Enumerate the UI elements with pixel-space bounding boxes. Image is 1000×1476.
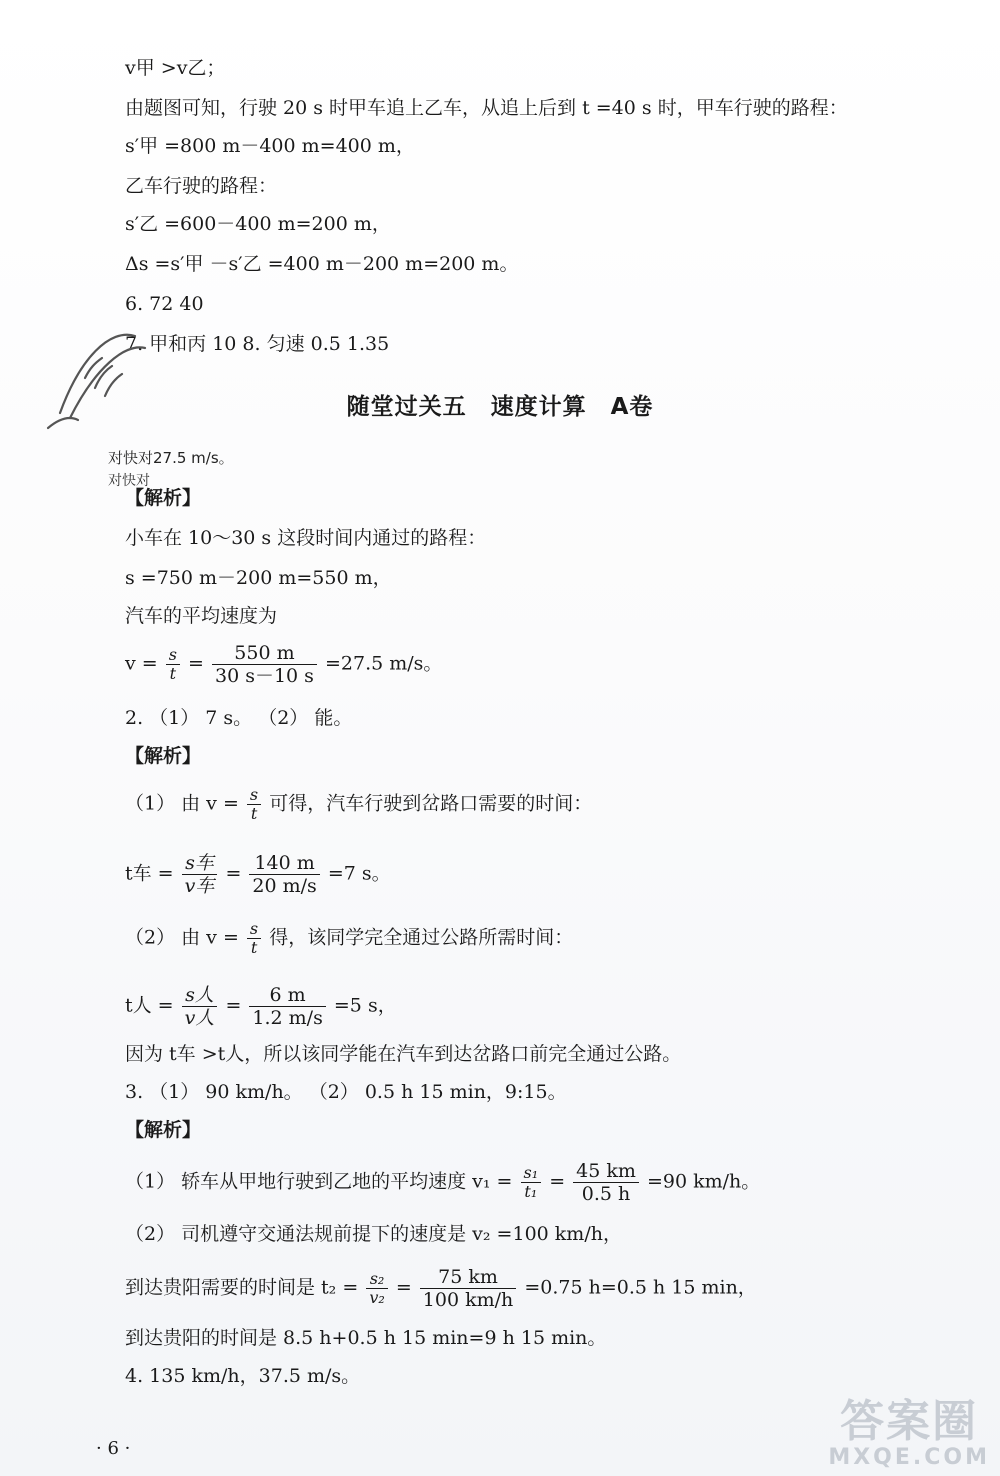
fraction [182,852,218,897]
text-line: 由题图可知，行驶 20 s 时甲车追上乙车，从追上后到 t =40 s 时，甲车行驶的路程： [125,97,848,119]
watermark-logo: 答案圈 [840,1396,979,1447]
text-line: Δs =s′甲 －s′乙 =400 m－200 m=200 m。 [125,253,519,275]
section-title: 随堂过关五 速度计算 A卷 [346,394,654,420]
denominator: t [250,938,258,957]
numerator: 140 m [249,852,319,875]
formula-prefix: v = [125,652,158,675]
formula-result: =90 km/h。 [646,1170,761,1193]
formula-line [125,1266,757,1311]
fraction [573,1160,639,1205]
equals-sign: = [225,994,242,1017]
text-span: （1） 由 v = [125,792,239,815]
fraction [212,642,317,687]
overlay-stamp-text: 对快对27.5 m/s。 [108,449,234,467]
formula-line [125,786,592,823]
formula-line [125,984,397,1029]
page-number: · 6 · [96,1438,131,1459]
formula-line [125,642,442,687]
fraction [247,920,261,957]
fraction [247,786,261,823]
text-span: t车 = [125,862,174,885]
text-line: 小车在 10～30 s 这段时间内通过的路程： [125,527,487,549]
equals-sign: = [549,1170,566,1193]
equals-sign: = [225,862,242,885]
denominator: t [250,804,258,823]
text-span: t人 = [125,994,174,1017]
denominator: v车 [184,875,215,897]
text-line: 6. 72 40 [125,293,204,315]
analysis-label: 【解析】 [125,1119,202,1141]
answer-line: 4. 135 km/h，37.5 m/s。 [125,1365,361,1387]
analysis-label: 【解析】 [125,487,202,509]
numerator: 75 km [420,1266,516,1289]
watermark-url: MXQE.COM [828,1445,990,1470]
numerator: s₁ [521,1164,542,1183]
equals-sign: = [188,652,204,675]
fraction [182,984,218,1029]
numerator: s [247,920,261,939]
fraction [166,646,180,683]
formula-line [125,1160,760,1205]
answer-line: 2. （1） 7 s。 （2） 能。 [125,707,353,729]
text-line: 到达贵阳的时间是 8.5 h+0.5 h 15 min=9 h 15 min。 [125,1327,607,1349]
formula-result: =7 s。 [327,862,391,885]
overlay-stamp-text-2: 对快对 [108,473,150,489]
text-span: （1） 轿车从甲地行驶到乙地的平均速度 v₁ = [125,1170,513,1193]
formula-result: =27.5 m/s。 [324,652,443,675]
text-span: 可得，汽车行驶到岔路口需要的时间： [269,792,593,815]
numerator: s [247,786,261,805]
fraction [249,984,325,1029]
answer-line: 3. （1） 90 km/h。 （2） 0.5 h 15 min，9:15。 [125,1081,567,1103]
denominator: 0.5 h [581,1183,631,1205]
text-line: s′甲 =800 m－400 m=400 m， [125,135,415,157]
fraction [420,1266,516,1311]
numerator: s车 [182,852,218,875]
text-line: s′乙 =600－400 m=200 m， [125,213,391,235]
formula-result: =0.75 h=0.5 h 15 min， [524,1276,757,1299]
formula-line [125,852,391,897]
numerator: 6 m [249,984,325,1007]
numerator: s [166,646,180,665]
text-line: （2） 司机遵守交通法规前提下的速度是 v₂ =100 km/h， [125,1223,622,1245]
denominator: 30 s－10 s [214,665,314,687]
watermark [828,1398,990,1470]
numerator: 45 km [573,1160,639,1183]
text-span: 到达贵阳需要的时间是 t₂ = [125,1276,359,1299]
analysis-label: 【解析】 [125,745,202,767]
numerator: s₂ [366,1270,387,1289]
numerator: s人 [182,984,218,1007]
denominator: 1.2 m/s [252,1007,323,1029]
text-line: s =750 m－200 m=550 m， [125,567,392,589]
denominator: t₁ [524,1182,538,1201]
numerator: 550 m [212,642,317,665]
denominator: v人 [184,1007,215,1029]
formula-result: =5 s， [333,994,397,1017]
text-line: 乙车行驶的路程： [125,175,278,197]
fraction [249,852,319,897]
text-span: 得，该同学完全通过公路所需时间： [269,926,574,949]
denominator: 100 km/h [422,1289,514,1311]
text-line: 因为 t车 >t人，所以该同学能在汽车到达岔路口前完全通过公路。 [125,1043,682,1065]
fraction [521,1164,542,1201]
text-line: v甲 >v乙； [125,57,226,79]
denominator: t [169,664,177,683]
formula-line [125,920,573,957]
denominator: v₂ [369,1288,385,1307]
equals-sign: = [395,1276,412,1299]
text-line: 汽车的平均速度为 [125,605,278,627]
fraction [366,1270,387,1307]
text-span: （2） 由 v = [125,926,239,949]
text-line: 7. 甲和丙 10 8. 匀速 0.5 1.35 [125,333,390,355]
denominator: 20 m/s [252,875,317,897]
